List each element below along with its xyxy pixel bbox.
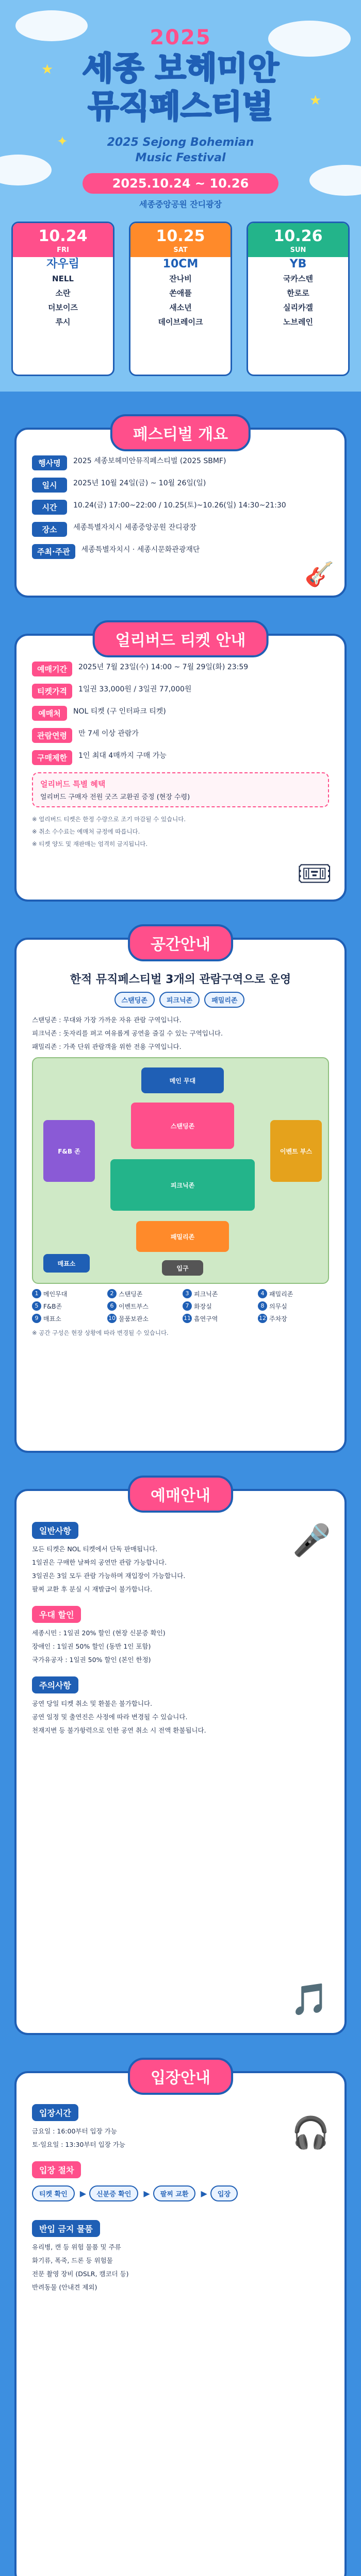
lineup-artist: 10CM	[162, 258, 199, 270]
lineup-artist: 소란	[55, 289, 71, 298]
ticket-note: ※ 취소 수수료는 예매처 규정에 따릅니다.	[32, 828, 140, 835]
info-line: 3일권은 3일 모두 관람 가능하며 재입장이 가능합니다.	[32, 1572, 186, 1580]
guitar-icon: 🎸	[304, 560, 334, 588]
section-title: 공간안내	[128, 924, 233, 961]
lineup-card-day3	[247, 222, 350, 376]
lineup-day-number: 10.25	[130, 223, 231, 246]
lineup-artist: 잔나비	[169, 274, 192, 283]
zone-chip: 스탠딩존	[114, 992, 155, 1008]
star-icon: ★	[41, 62, 54, 77]
space-headline: 한적 뮤직페스티벌 3개의 관람구역으로 운영	[70, 973, 291, 986]
legend-item: 3 피크닉존	[183, 1289, 254, 1298]
hero-banner	[0, 0, 361, 392]
zone-description: 패밀리존 : 가족 단위 관람객을 위한 전용 구역입니다.	[32, 1043, 182, 1050]
subsection-title: 주의사항	[32, 1676, 78, 1693]
lineup-day-number: 10.26	[248, 223, 348, 246]
lineup-artist: 한로로	[287, 289, 309, 298]
subsection-title: 우대 할인	[32, 1606, 81, 1623]
hero-subtitle-line1: 2025 Sejong Bohemian	[107, 136, 254, 149]
section-title: 입장안내	[128, 2058, 233, 2095]
benefit-title: 얼리버드 특별 혜택	[40, 779, 106, 789]
info-line: 공연 일정 및 출연진은 사정에 따라 변경될 수 있습니다.	[32, 1713, 188, 1721]
info-line: 화기류, 폭죽, 드론 등 위험물	[32, 2257, 113, 2264]
lineup-artist: 노브레인	[283, 317, 313, 327]
map-entrance: 입구	[162, 1260, 203, 1276]
legend-item: 8 의무실	[258, 1301, 329, 1311]
row-text: 1인 최대 4매까지 구매 가능	[78, 752, 167, 760]
benefit-text: 얼리버드 구매자 전원 굿즈 교환권 증정 (현장 수령)	[40, 793, 190, 801]
entry-flow	[32, 2185, 329, 2205]
map-picnic-zone: 피크닉존	[110, 1159, 255, 1211]
lineup-artist: NELL	[52, 274, 74, 283]
legend-item: 5 F&B존	[32, 1301, 103, 1311]
ticket-note: ※ 얼리버드 티켓은 한정 수량으로 조기 마감될 수 있습니다.	[32, 816, 186, 823]
section-title: 예매안내	[128, 1476, 233, 1513]
ticket-row	[32, 662, 329, 676]
row-text: 2025년 10월 24일(금) ~ 10월 26일(일)	[73, 479, 206, 487]
hero-title-line2: 뮤직페스티벌	[88, 88, 273, 125]
legend-item: 9 매표소	[32, 1314, 103, 1323]
row-tag: 주최·주관	[32, 544, 75, 559]
subsection-title: 입장 절차	[32, 2161, 81, 2178]
info-line: 천재지변 등 불가항력으로 인한 공연 취소 시 전액 환불됩니다.	[32, 1726, 206, 1734]
row-text: 2025 세종보헤미안뮤직페스티벌 (2025 SBMF)	[73, 457, 226, 465]
lineup-artist: YB	[289, 258, 307, 270]
zone-description: 피크닉존 : 돗자리를 펴고 여유롭게 공연을 즐길 수 있는 구역입니다.	[32, 1029, 223, 1037]
hero-year: 2025	[150, 26, 211, 49]
row-tag: 행사명	[32, 455, 67, 470]
hero-date: 2025.10.24 ~ 10.26	[83, 173, 278, 194]
lineup-artist: 국카스텐	[283, 274, 313, 283]
legend-item: 6 이벤트부스	[107, 1301, 178, 1311]
info-line: 공연 당일 티켓 취소 및 환불은 불가합니다.	[32, 1700, 153, 1707]
row-text: 세종특별자치시 · 세종시문화관광재단	[81, 546, 200, 554]
row-tag: 구매제한	[32, 750, 72, 765]
legend-item: 4 패밀리존	[258, 1289, 329, 1298]
lineup-day-name: SAT	[130, 246, 231, 257]
map-standing-zone: 스탠딩존	[131, 1103, 234, 1149]
info-line: 장애인 : 1일권 50% 할인 (동반 1인 포함)	[32, 1642, 151, 1650]
map-legend	[32, 1289, 329, 1323]
info-line: 모든 티켓은 NOL 티켓에서 단독 판매됩니다.	[32, 1545, 158, 1553]
flow-step: 신분증 확인	[89, 2185, 138, 2201]
hero-title-line1: 세종 보헤미안	[82, 49, 279, 87]
legend-item: 7 화장실	[183, 1301, 254, 1311]
hero-subtitle-line2: Music Festival	[135, 151, 226, 164]
info-line: 1일권은 구매한 날짜의 공연만 관람 가능합니다.	[32, 1558, 167, 1566]
lineup-day-number: 10.24	[13, 223, 113, 246]
overview-row	[32, 544, 329, 559]
info-line: 국가유공자 : 1일권 50% 할인 (본인 한정)	[32, 1656, 151, 1664]
info-line: 금요일 : 16:00부터 입장 가능	[32, 2127, 117, 2135]
lineup-artist: 자우림	[46, 258, 79, 270]
headphones-icon: 🎧	[291, 2115, 330, 2151]
row-text: 만 7세 이상 관람가	[78, 730, 139, 738]
row-tag: 티켓가격	[32, 684, 72, 699]
info-line: 팔찌 교환 후 분실 시 재발급이 불가합니다.	[32, 1585, 153, 1593]
row-tag: 관람연령	[32, 728, 72, 743]
star-icon: ★	[309, 93, 322, 108]
map-fnb-zone: F&B 존	[43, 1120, 95, 1182]
row-text: 1일권 33,000원 / 3일권 77,000원	[78, 685, 192, 693]
lineup-day-name: FRI	[13, 246, 113, 257]
lineup-artist: 루시	[55, 317, 71, 327]
row-text: 세종특별자치시 세종중앙공원 잔디광장	[73, 523, 196, 532]
info-line: 토·일요일 : 13:30부터 입장 가능	[32, 2141, 125, 2148]
overview-row	[32, 522, 329, 537]
section-title: 얼리버드 티켓 안내	[93, 620, 269, 657]
info-line: 세종시민 : 1일권 20% 할인 (현장 신분증 확인)	[32, 1629, 166, 1637]
legend-item: 11 흡연구역	[184, 1315, 218, 1323]
hero-subtitle	[0, 135, 361, 166]
lineup-card-day1	[11, 222, 114, 376]
lineup-artist: 새소년	[169, 303, 192, 312]
row-tag: 일시	[32, 478, 67, 493]
overview-row	[32, 500, 329, 515]
booking-section	[14, 1489, 347, 2035]
row-text: 10.24(금) 17:00~22:00 / 10.25(토)~10.26(일) 14:30~21:30	[73, 501, 286, 510]
music-note-icon: 🎵	[290, 1981, 329, 2018]
subsection-title: 일반사항	[32, 1522, 78, 1539]
hero-title	[0, 49, 361, 126]
flow-step: 팔찌 교환	[153, 2185, 196, 2201]
map-stage: 메인 무대	[141, 1067, 224, 1093]
zone-chip: 패밀리존	[204, 992, 244, 1008]
overview-row	[32, 455, 329, 470]
map-family-zone: 패밀리존	[136, 1221, 229, 1252]
map-event-booth: 이벤트 부스	[270, 1120, 322, 1182]
ticket-row	[32, 728, 329, 743]
early-bird-benefit-box	[32, 772, 329, 807]
space-section	[14, 938, 347, 1453]
venue-map	[32, 1057, 329, 1284]
star-icon: ✦	[57, 134, 68, 149]
overview-section	[14, 428, 347, 598]
map-ticket-office: 매표소	[43, 1254, 90, 1273]
flow-step: 입장	[210, 2185, 238, 2201]
arrow-right-icon: ▶	[143, 2189, 150, 2198]
row-tag: 장소	[32, 522, 67, 537]
lineup-artist: 더보이즈	[48, 303, 78, 312]
info-line: 반려동물 (안내견 제외)	[32, 2283, 97, 2291]
info-line: 유리병, 캔 등 위험 물품 및 주류	[32, 2243, 121, 2251]
zone-description: 스탠딩존 : 무대와 가장 가까운 자유 관람 구역입니다.	[32, 1016, 182, 1024]
ticket-icon: 🎟	[297, 857, 332, 890]
microphone-icon: 🎤	[292, 1522, 331, 1558]
arrow-right-icon: ▶	[201, 2189, 207, 2198]
ticket-note: ※ 티켓 양도 및 재판매는 엄격히 금지됩니다.	[32, 840, 148, 848]
ticket-section	[14, 634, 347, 902]
hero-venue: 세종중앙공원 잔디광장	[139, 199, 222, 209]
lineup-day-name: SUN	[248, 246, 348, 257]
overview-row	[32, 478, 329, 493]
lineup-artist: 데이브레이크	[158, 317, 203, 327]
ticket-row	[32, 750, 329, 765]
subsection-title: 입장시간	[32, 2104, 78, 2121]
legend-item: 12 주차장	[259, 1315, 287, 1323]
zone-chips	[32, 992, 329, 1011]
legend-item: 2 스탠딩존	[107, 1289, 178, 1298]
subsection-title: 반입 금지 물품	[32, 2220, 100, 2237]
row-tag: 예매처	[32, 706, 67, 721]
lineup-artist: 쏜애플	[169, 289, 192, 298]
zone-chip: 피크닉존	[159, 992, 200, 1008]
row-tag: 예매기간	[32, 662, 72, 676]
row-tag: 시간	[32, 500, 67, 515]
entry-section	[14, 2071, 347, 2576]
lineup-card-day2	[129, 222, 232, 376]
row-text: 2025년 7월 23일(수) 14:00 ~ 7월 29일(화) 23:59	[78, 663, 249, 671]
section-title: 페스티벌 개요	[110, 414, 251, 451]
legend-item: 1 메인무대	[32, 1289, 103, 1298]
lineup-artist: 실리카겔	[283, 303, 313, 312]
cloud-decoration	[309, 165, 361, 196]
row-text: NOL 티켓 (구 인터파크 티켓)	[73, 707, 166, 716]
flow-step: 티켓 확인	[32, 2185, 75, 2201]
arrow-right-icon: ▶	[79, 2189, 87, 2198]
ticket-row	[32, 706, 329, 721]
ticket-row	[32, 684, 329, 699]
legend-item: 10 물품보관소	[108, 1315, 149, 1323]
info-line: 전문 촬영 장비 (DSLR, 캠코더 등)	[32, 2270, 129, 2278]
space-note: ※ 공간 구성은 현장 상황에 따라 변경될 수 있습니다.	[32, 1329, 169, 1336]
